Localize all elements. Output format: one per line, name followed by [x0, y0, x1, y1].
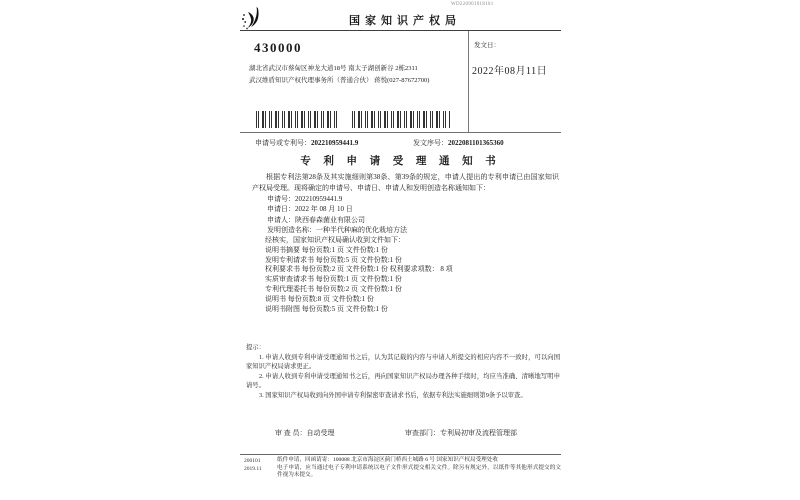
- received-document-item: 说明书附图 每份页数:5 页 文件份数:1 份: [265, 304, 388, 313]
- received-document-item: 说明书 每份页数:8 页 文件份数:1 份: [265, 294, 374, 303]
- received-document-item: 专利代理委托书 每份页数:2 页 文件份数:1 份: [265, 284, 402, 293]
- received-document-item: 权利要求书 每份页数:2 页 文件份数:1 份 权利要求项数： 8 项: [265, 265, 453, 274]
- note-item: 2. 申请人收到专利申请受理通知书之后，再向国家知识产权局办理各种手续时，均应当准确、清晰地写明申请号。: [246, 372, 560, 390]
- department-row: [405, 428, 517, 438]
- dispatch-box-divider: [468, 31, 469, 132]
- application-fields: [267, 194, 407, 235]
- dispatch-serial-row: [413, 138, 504, 148]
- agency-title: 国家知识产权局: [349, 15, 461, 27]
- field-applicant: 申请人：陕西春森菌业有限公司: [267, 215, 365, 224]
- examiner-row: [275, 428, 335, 438]
- application-number-row: [255, 138, 358, 148]
- received-document-item: 说明书摘要 每份页数:1 页 文件份数:1 份: [265, 245, 388, 254]
- field-application-number: 申请号：202210959441.9: [267, 195, 343, 203]
- form-date: 2019.11: [244, 466, 262, 473]
- department-label: 审查部门：: [405, 429, 440, 437]
- footer-instructions: [277, 457, 561, 480]
- form-codes: [244, 457, 262, 473]
- recipient-address-line1: 湖北省武汉市蔡甸区神龙大道18号 南太子湖创新谷 2栋2311: [249, 65, 418, 72]
- field-application-date: 申请日：2022 年 08 月 10 日: [267, 205, 353, 214]
- received-document-item: 实质审查请求书 每份页数:1 页 文件份数:1 份: [265, 275, 402, 284]
- dispatch-serial: 2022081101365360: [448, 139, 504, 147]
- received-document-item: 发明专利请求书 每份页数:5 页 文件份数:1 份: [265, 255, 402, 264]
- notes-section: [246, 343, 560, 401]
- reference-divider: [240, 132, 561, 133]
- application-number-label: 申请号或专利号：: [255, 139, 311, 147]
- field-invention-title: 发明创造名称：一种半代种麻的优化栽培方法: [267, 225, 407, 234]
- note-item: 1. 申请人收到专利申请受理通知书之后，认为其记载的内容与申请人所提交的相应内容不一致时，可以向国家知识产权局请求更正。: [246, 353, 560, 371]
- received-documents-section: [265, 236, 453, 314]
- dispatch-date-label: 发文日：: [474, 42, 500, 49]
- application-number-barcode: [256, 111, 340, 128]
- dispatch-serial-barcode: [352, 111, 450, 128]
- header-divider: [240, 30, 561, 31]
- notice-title: 专 利 申 请 受 理 通 知 书: [300, 156, 501, 167]
- dispatch-date: 2022年08月11日: [472, 66, 548, 77]
- examiner-label: 审 查 员：: [275, 429, 307, 437]
- footer-line-electronic: 电子申请，应当通过电子专利申请系统以电子文件形式提交相关文件。除另有规定外，以纸件等其他形式提交的文件视为未提交。: [277, 464, 561, 479]
- recipient-address-line2: 武汉维盾知识产权代理事务所（普通合伙） 蒋悦(027-87672700): [249, 77, 430, 84]
- form-code: 200101: [244, 458, 261, 464]
- application-number: 202210959441.9: [311, 139, 359, 147]
- note-item: 3. 国家知识产权局收到向外国申请专利保密审查请求书后，依据专利法实施细则第9条予以审查。: [259, 391, 527, 399]
- department-value: 专利局初审及流程管理部: [440, 429, 517, 437]
- footer-line-paper: 纸件申请，回函请寄：100088 北京市海淀区蓟门桥西土城路 6 号 国家知识产权局受理处收: [277, 457, 498, 463]
- footer-divider: [240, 454, 561, 455]
- cnipa-logo-icon: [241, 6, 265, 32]
- document-code: WD220901018101: [451, 2, 494, 7]
- notes-label: 提示：: [246, 344, 265, 351]
- notice-intro: 根据专利法第28条及其实施细则第38条、第39条的规定，申请人提出的专利申请已由国家知识产权局受理。现将确定的申请号、申请日、申请人和发明创造名称通知如下：: [252, 173, 559, 192]
- postal-code: 430000: [254, 40, 302, 55]
- received-intro: 经核实，国家知识产权局确认收到文件如下：: [265, 236, 405, 244]
- examiner-value: 自动受理: [306, 429, 335, 437]
- dispatch-serial-label: 发文序号：: [413, 139, 448, 147]
